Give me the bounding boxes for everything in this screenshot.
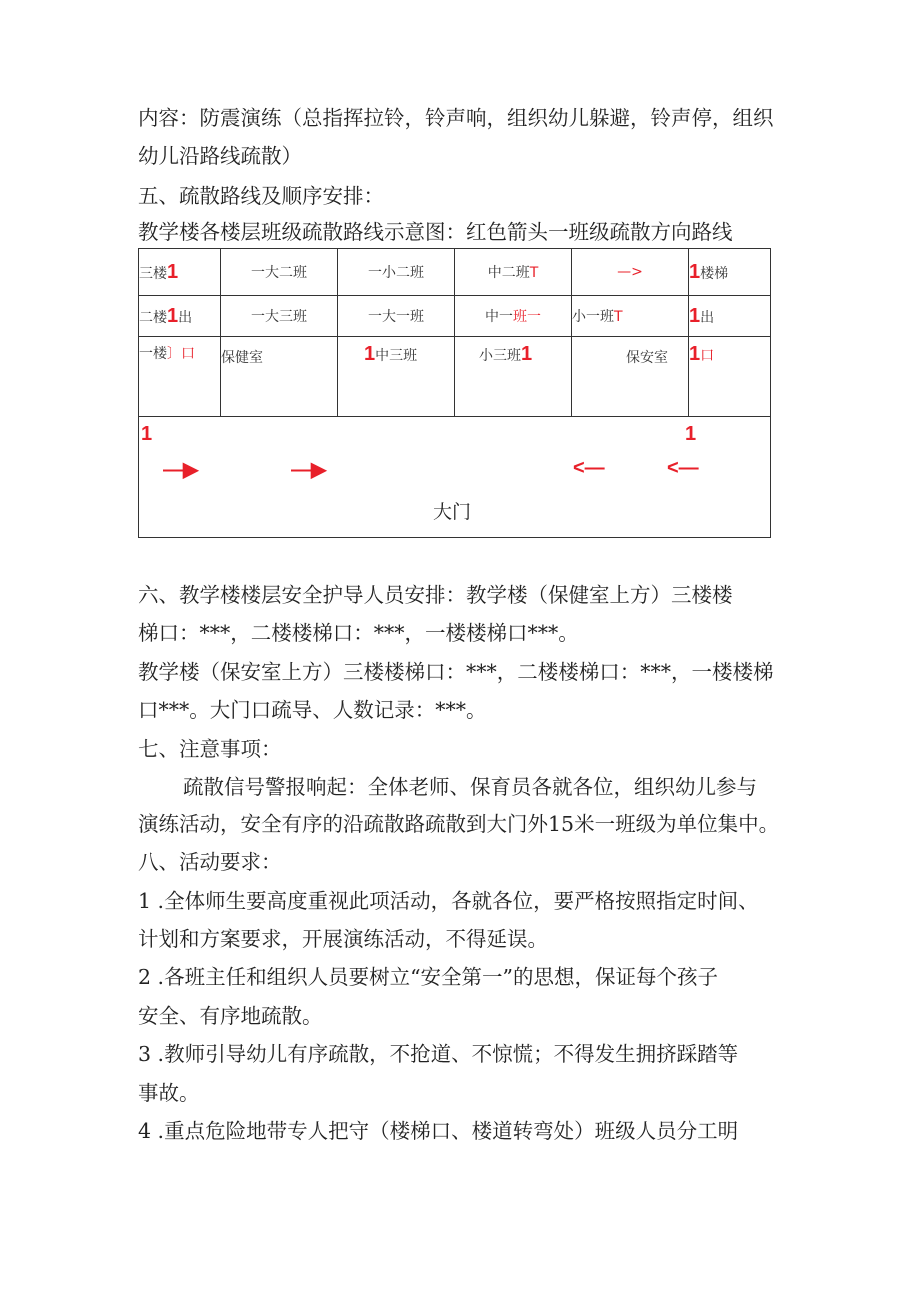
section-six-line-2: 梯口：***，二楼楼梯口：***，一楼楼梯口***。 [138, 621, 579, 645]
section-six-line-1: 六、教学楼楼层安全护导人员安排：教学楼（保健室上方）三楼楼 [138, 583, 733, 607]
arrow-left-icon: <— [667, 457, 699, 479]
cell-first-floor: 一楼〕口 [139, 337, 221, 417]
requirement-4-line-1: 4 .重点危险地带专人把守（楼梯口、楼道转弯处）班级人员分工明 [138, 1119, 739, 1143]
cell-class: 中一班一 [455, 296, 572, 337]
cell-stairs: 1楼梯 [689, 249, 771, 296]
arrow-left-icon: <— [573, 457, 605, 479]
cell-class: 一大二班 [221, 249, 338, 296]
route-mark: 1 [521, 343, 533, 365]
content-line-1: 内容：防震演练（总指挥拉铃，铃声响，组织幼儿躲避，铃声停，组织 [138, 106, 774, 130]
section-seven-line-1: 疏散信号警报响起：全体老师、保育员各就各位，组织幼儿参与 [183, 775, 757, 799]
route-mark: 1 [364, 343, 376, 365]
route-mark: 1 [689, 260, 701, 283]
cell-exit: 1出 [689, 296, 771, 337]
cell-class: 一大三班 [221, 296, 338, 337]
requirement-2-line-2: 安全、有序地疏散。 [138, 1004, 323, 1028]
main-gate-label: 大门 [433, 501, 472, 523]
section-seven-heading: 七、注意事项： [138, 737, 282, 761]
cell-arrow [572, 249, 689, 296]
cell-class: 小一班T [572, 296, 689, 337]
cell-health-room: 保健室 [221, 337, 338, 417]
section-eight-heading: 八、活动要求： [138, 850, 282, 874]
cell-class: 一大一班 [338, 296, 455, 337]
requirement-1-line-1: 1 .全体师生要高度重视此项活动，各就各位，要严格按照指定时间、 [138, 889, 759, 913]
route-mark: 1 [167, 304, 179, 327]
route-mark: T [614, 309, 623, 325]
cell-class: 一小二班 [338, 249, 455, 296]
arrow-right-icon: —> [617, 264, 643, 280]
courtyard-area [139, 417, 771, 538]
route-mark: 1 [141, 423, 153, 445]
route-mark: 〕 [167, 346, 181, 362]
cell-second-floor: 二楼1出 [139, 296, 221, 337]
section-five-heading: 五、疏散路线及顺序安排： [138, 184, 384, 208]
requirement-1-line-2: 计划和方案要求，开展演练活动，不得延误。 [138, 927, 548, 951]
section-six-line-4: 口***。大门口疏导、人数记录：***。 [138, 698, 487, 722]
section-seven-line-2: 演练活动，安全有序的沿疏散路疏散到大门外15米一班级为单位集中。 [138, 812, 780, 836]
evacuation-route-diagram [138, 248, 771, 538]
section-six-line-3: 教学楼（保安室上方）三楼楼梯口：***，二楼楼梯口：***，一楼楼梯 [138, 660, 774, 684]
cell-class: 小三班1 [455, 337, 572, 417]
route-mark: T [529, 265, 539, 281]
route-mark: 1 [689, 304, 701, 327]
requirement-3-line-2: 事故。 [138, 1081, 200, 1105]
cell-third-floor: 三楼1 [139, 249, 221, 296]
cell-class: 1中三班 [338, 337, 455, 417]
route-mark: 1 [167, 260, 179, 283]
arrow-right-icon: —▶ [163, 459, 199, 481]
cell-class: 中二班T [455, 249, 572, 296]
requirement-2-line-1: 2 .各班主任和组织人员要树立“安全第一”的思想，保证每个孩子 [138, 965, 719, 989]
requirement-3-line-1: 3 .教师引导幼儿有序疏散，不抢道、不惊慌；不得发生拥挤踩踏等 [138, 1042, 739, 1066]
arrow-right-icon: —▶ [291, 459, 327, 481]
content-line-2: 幼儿沿路线疏散） [138, 144, 302, 168]
route-mark: 1 [685, 423, 697, 445]
diagram-caption: 教学楼各楼层班级疏散路线示意图：红色箭头一班级疏散方向路线 [138, 220, 733, 244]
cell-security-room: 保安室 [572, 337, 689, 417]
cell-exit: 1口 [689, 337, 771, 417]
route-mark: 1 [689, 343, 701, 365]
